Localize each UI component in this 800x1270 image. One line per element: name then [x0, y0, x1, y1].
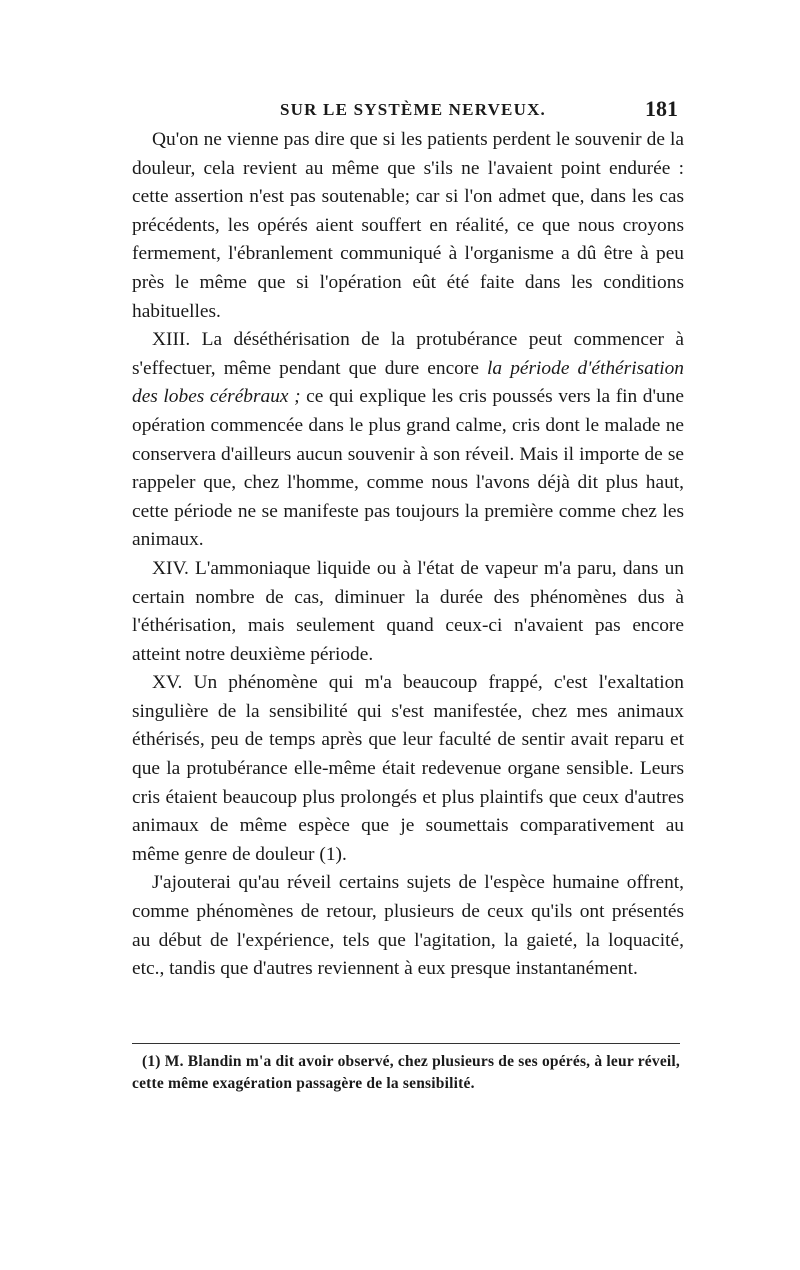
paragraph-section-xiv: [132, 555, 684, 669]
section-number-xiii: XIII.: [152, 329, 191, 351]
section-number-xv: XV.: [152, 672, 183, 694]
running-head: SUR LE SYSTÈME NERVEUX.: [280, 100, 546, 119]
section-xiii-italic-phrase: la période d'éthérisation des lobes cérébraux ;: [132, 357, 684, 408]
paragraph-section-xv: [132, 669, 684, 869]
section-xv-text: Un phénomène qui m'a beaucoup frappé, c'est l'exaltation singulière de la sensibilité qui s'est manifestée, chez mes animaux éthérisés, peu de temps après que leur faculté de sentir avait reparu et que la protubérance elle-même était redevenue organe sensible. Leurs cris étaient beaucoup plus prolongés et plus plaintifs que ceux d'autres animaux de même espèce que je soumettais comparativement au même genre de douleur (1).: [132, 672, 684, 865]
paragraph-section-xiii: [132, 326, 684, 555]
section-xiv-text: L'ammoniaque liquide ou à l'état de vapeur m'a paru, dans un certain nombre de cas, diminuer la durée des phénomènes dus à l'éthérisation, mais seulement quand ceux-ci n'avaient pas encore atteint notre deuxième période.: [132, 557, 684, 665]
page-header: [132, 94, 684, 124]
paragraph-last-text: J'ajouterai qu'au réveil certains sujets de l'espèce humaine offrent, comme phénomènes de retour, plusieurs de ceux qu'ils ont présentés au début de l'expérience, tels que l'agitation, la gaieté, la loquacité, etc., tandis que d'autres reviennent à eux presque instantanément.: [132, 872, 684, 980]
section-xiii-text-start: La déséthérisation de la protubérance peut commencer à s'effectuer, même pendant que dure encore: [132, 329, 684, 379]
paragraph-1-text: Qu'on ne vienne pas dire que si les patients perdent le souvenir de la douleur, cela revient au même que s'ils ne l'avaient point endurée : cette assertion n'est pas soutenable; car si l'on admet que, dans les cas précédents, les opérés aient souffert en réalité, ce que nous croyons fermement, l'ébranlement communiqué à l'organisme a dû être à peu près le même que si l'opération eût été faite dans les conditions habituelles.: [132, 129, 684, 322]
paragraph-last: [132, 869, 684, 983]
section-xiii-text-end: ce qui explique les cris poussés vers la fin d'une opération commencée dans le plus grand calme, cris dont le malade ne conservera d'ailleurs aucun souvenir à son réveil. Mais il importe de se rappeler que, chez l'homme, comme nous l'avons déjà dit plus haut, cette période ne se manifeste pas toujours la première comme chez les animaux.: [132, 386, 684, 551]
footnote-rule: [132, 1043, 680, 1044]
paragraph-1: [132, 126, 684, 326]
footnote: (1) M. Blandin m'a dit avoir observé, chez plusieurs de ses opérés, à leur réveil, cette même exagération passagère de la sensibilité.: [132, 1053, 680, 1092]
section-number-xiv: XIV.: [152, 557, 189, 579]
page-number: 181: [645, 96, 678, 121]
body-text: [132, 126, 684, 984]
